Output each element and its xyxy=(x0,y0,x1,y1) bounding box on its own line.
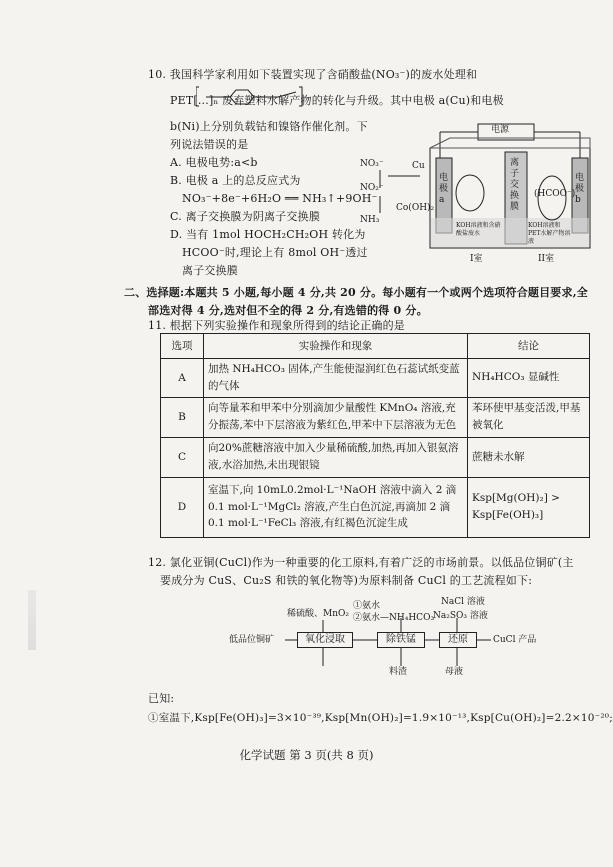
input-ore-label: 低品位铜矿 xyxy=(229,635,275,645)
koh-solution-1-label: KOH溶液和含硝酸盐废水 xyxy=(456,222,501,237)
q11-stem: 11. 根据下列实验操作和现象所得到的结论正确的是 xyxy=(148,319,405,332)
room-1-label: I室 xyxy=(470,254,483,264)
q12-line1: 12. 氯化亚铜(CuCl)作为一种重要的化工原料,有着广泛的市场前景。以低品位铜矿(主 xyxy=(148,556,574,569)
reagent-acid-mno2: 稀硫酸、MnO₂ xyxy=(287,609,349,619)
q10-line2: PET[...]ₙ 废弃塑料水解产物的转化与升级。其中电极 a(Cu)和电极 xyxy=(170,94,504,107)
row-conclusion: 蔗糖未水解 xyxy=(468,437,590,477)
row-conclusion: Ksp[Mg(OH)₂] > Ksp[Fe(OH)₃] xyxy=(468,477,590,537)
page-footer: 化学试题 第 3 页(共 8 页) xyxy=(239,748,374,762)
q10-option-c: C. 离子交换膜为阴离子交换膜 xyxy=(170,210,321,223)
table-row xyxy=(161,359,590,398)
electrode-a-label: 电极a xyxy=(439,173,449,205)
table-row xyxy=(161,397,590,437)
table-row xyxy=(161,477,590,537)
nitrate-label: NO₃⁻ xyxy=(360,159,384,169)
reagent-ammonia-bicarbonate: ②氨水—NH₄HCO₃ xyxy=(353,613,435,623)
row-conclusion: 苯环使甲基变活泼,甲基被氧化 xyxy=(468,397,590,437)
q10-option-d-line3: 离子交换膜 xyxy=(182,264,238,277)
q10-option-d-line1: D. 当有 1mol HOCH₂CH₂OH 转化为 xyxy=(170,228,366,241)
q10-option-d-line2: HCOO⁻时,理论上有 8mol OH⁻透过 xyxy=(182,246,368,259)
step-oxidation-leaching: 氧化浸取 xyxy=(297,632,353,648)
koh-solution-2-label: KOH溶液和PET水解产物溶液 xyxy=(528,222,571,245)
row-option: B xyxy=(161,397,204,437)
product-label: CuCl 产品 xyxy=(493,635,537,645)
q10-option-a: A. 电极电势:a<b xyxy=(170,156,258,169)
scan-mark xyxy=(28,590,36,650)
power-source-label: 电源 xyxy=(491,125,510,135)
electrode-b-label: 电极b xyxy=(575,173,585,205)
q10-option-b-equation: NO₃⁻+8e⁻+6H₂O ══ NH₃↑+9OH⁻ xyxy=(182,192,378,205)
q10-option-b: B. 电极 a 上的总反应式为 xyxy=(170,174,301,187)
process-flowchart xyxy=(225,590,565,685)
copper-label: Cu xyxy=(412,161,425,171)
q10-line3: b(Ni)上分别负载钴和镍铬作催化剂。下 xyxy=(170,120,368,133)
cobalt-hydroxide-label: Co(OH)₂ xyxy=(396,203,435,213)
table-row xyxy=(161,437,590,477)
header-option: 选项 xyxy=(161,334,204,359)
reagent-ammonia: ①氨水 xyxy=(353,601,381,611)
row-conclusion: NH₄HCO₃ 显碱性 xyxy=(468,359,590,398)
nitrite-label: NO₂⁻ xyxy=(360,183,384,193)
row-option: A xyxy=(161,359,204,398)
waste-residue-label: 料渣 xyxy=(389,667,408,677)
q11-table xyxy=(160,333,590,538)
section2-line1: 二、选择题:本题共 5 小题,每小题 4 分,共 20 分。每小题有一个或两个选项符合题目要求,全 xyxy=(124,286,588,299)
ammonia-label: NH₃ xyxy=(360,215,380,225)
table-header-row xyxy=(161,334,590,359)
section2-line2: 部选对得 4 分,选对但不全的得 2 分,有选错的得 0 分。 xyxy=(148,304,428,317)
row-option: C xyxy=(161,437,204,477)
pet-structure-icon xyxy=(196,84,304,110)
membrane-label: 离子交换膜 xyxy=(510,158,520,212)
header-operation: 实验操作和现象 xyxy=(204,334,468,359)
step-remove-fe-mn: 除铁锰 xyxy=(377,632,425,648)
row-operation: 向20%蔗糖溶液中加入少量稀硫酸,加热,再加入银氨溶液,水浴加热,未出现银镜 xyxy=(204,437,468,477)
row-operation: 向等量苯和甲苯中分别滴加少量酸性 KMnO₄ 溶液,充分振荡,苯中下层溶液为紫红色,甲苯中下层溶液为无色 xyxy=(204,397,468,437)
q12-note-1: ①室温下,Ksp[Fe(OH)₃]=3×10⁻³⁹,Ksp[Mn(OH)₂]=1.9×10⁻¹³,Ksp[Cu(OH)₂]=2.2×10⁻²⁰; xyxy=(148,712,613,724)
row-operation: 室温下,向 10mL0.2mol·L⁻¹NaOH 溶液中滴入 2 滴 0.1 mol·L⁻¹MgCl₂ 溶液,产生白色沉淀,再滴加 2 滴 0.1 mol·L⁻¹FeCl₃ 溶液,有红褐色沉淀生成 xyxy=(204,477,468,537)
step-reduction: 还原 xyxy=(439,632,477,648)
q12-line2: 要成分为 CuS、Cu₂S 和铁的氧化物等)为原料制备 CuCl 的工艺流程如下: xyxy=(160,574,533,587)
reagent-na2so3: Na₂SO₃ 溶液 xyxy=(433,611,488,621)
row-option: D xyxy=(161,477,204,537)
q12-known-label: 已知: xyxy=(148,692,175,705)
reagent-nacl: NaCl 溶液 xyxy=(441,597,485,607)
room-2-label: II室 xyxy=(538,254,555,264)
q10-line4: 列说法错误的是 xyxy=(170,138,249,151)
electrolysis-apparatus xyxy=(360,118,600,268)
row-operation: 加热 NH₄HCO₃ 固体,产生能使湿润红色石蕊试纸变蓝的气体 xyxy=(204,359,468,398)
header-conclusion: 结论 xyxy=(468,334,590,359)
formate-label: (HCOO⁻) xyxy=(534,189,576,199)
mother-liquor-label: 母液 xyxy=(445,667,464,677)
q10-line1: 10. 我国科学家利用如下装置实现了含硝酸盐(NO₃⁻)的废水处理和 xyxy=(148,68,478,81)
